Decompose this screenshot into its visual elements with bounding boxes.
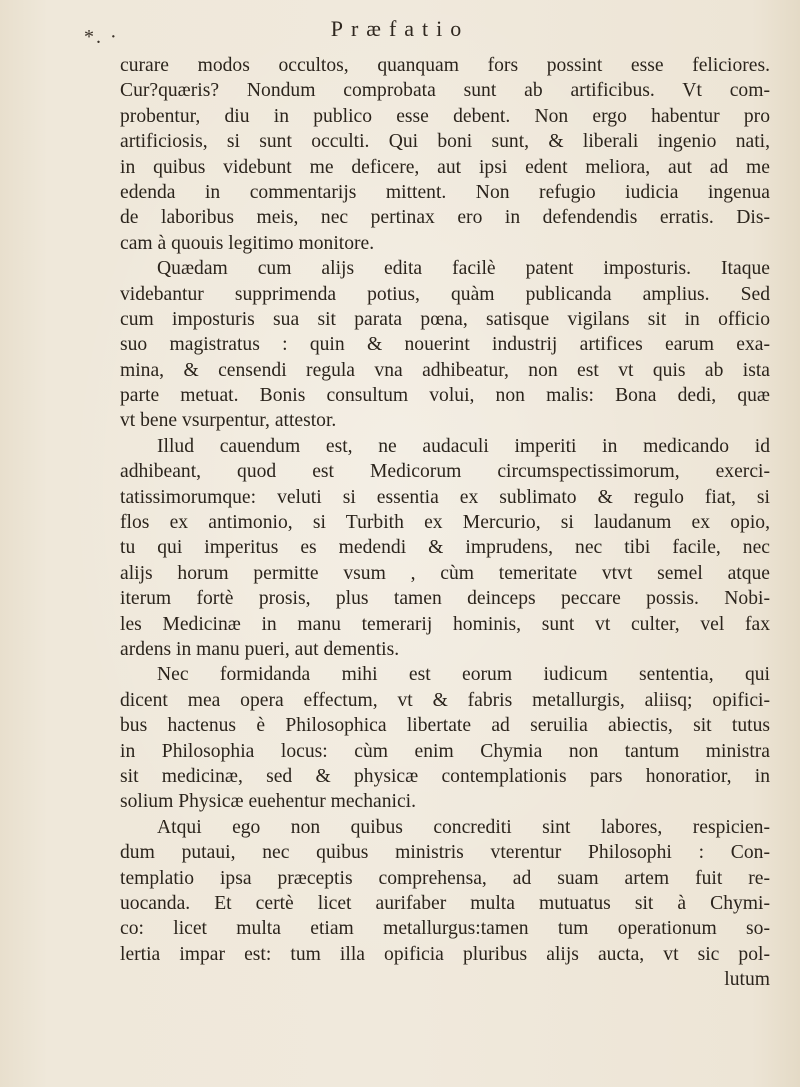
text-line: iterum fortè prosis, plus tamen deinceps peccare possis. Nobi- — [120, 588, 770, 610]
text-line: lertia impar est: tum illa opificia pluribus alijs aucta, vt sic pol- — [120, 943, 770, 965]
text-line: probentur, diu in publico esse debent. Non ergo habentur pro — [120, 105, 770, 127]
text-line: dicent mea opera effectum, vt & fabris metallurgis, aliisq; opifici- — [120, 689, 770, 711]
text-line: sit medicinæ, sed & physicæ contemplationis pars honoratior, in — [120, 765, 770, 787]
text-block — [120, 53, 770, 992]
text-line: Quædam cum alijs edita facilè patent imposturis. Itaque — [157, 258, 770, 280]
text-line: cam à quouis legitimo monitore. — [120, 232, 375, 254]
text-line: de laboribus meis, nec pertinax ero in defendendis erratis. Dis- — [120, 207, 770, 229]
text-line: solium Physicæ euehentur mechanici. — [120, 791, 417, 813]
text-line: in quibus videbunt me deficere, aut ipsi edent meliora, aut ad me — [120, 156, 770, 178]
text-line: lutum — [724, 969, 770, 991]
text-line: ardens in manu pueri, aut dementis. — [120, 638, 400, 660]
text-line: adhibeant, quod est Medicorum circumspectissimorum, exerci- — [120, 461, 770, 483]
text-line: Cur?quæris? Nondum comprobata sunt ab artificibus. Vt com- — [120, 80, 770, 102]
text-line: co: licet multa etiam metallurgus:tamen tum operationum so- — [120, 918, 770, 940]
text-line: dum putaui, nec quibus ministris vterentur Philosophi : Con- — [120, 842, 770, 864]
text-line: curare modos occultos, quanquam fors possint esse feliciores. — [120, 55, 770, 76]
text-line: tu qui imperitus es medendi & imprudens, nec tibi facile, nec — [120, 537, 770, 559]
text-line: les Medicinæ in manu temerarij hominis, sunt vt culter, vel fax — [120, 613, 770, 635]
corner-mark: *. · — [84, 26, 119, 48]
text-line: suo magistratus : quin & nouerint industrij artifices earum exa- — [120, 334, 770, 356]
text-line: vt bene vsurpentur, attestor. — [120, 410, 337, 432]
text-line: edenda in commentarijs mittent. Non refugio iudicia ingenua — [120, 181, 770, 203]
text-line: bus hactenus è Philosophica libertate ad seruilia abiectis, sit tutus — [120, 715, 770, 737]
text-line: mina, & censendi regula vna adhibeatur, non est vt quis ab ista — [120, 359, 770, 381]
text-line: templatio ipsa præceptis comprehensa, ad suam artem fuit re- — [120, 867, 770, 889]
text-line: videbantur supprimenda potius, quàm publicanda amplius. Sed — [120, 283, 770, 305]
text-line: parte metuat. Bonis consultum volui, non malis: Bona dedi, quæ — [120, 385, 770, 407]
text-line: tatissimorumque: veluti si essentia ex sublimato & regulo fiat, si — [120, 486, 770, 508]
text-line: cum imposturis sua sit parata pœna, satisque vigilans sit in officio — [120, 308, 770, 330]
text-line: Illud cauendum est, ne audaculi imperiti in medicando id — [157, 435, 770, 457]
text-line: Nec formidanda mihi est eorum iudicum sententia, qui — [157, 664, 770, 686]
text-line: alijs horum permitte vsum , cùm temeritate vtvt semel atque — [120, 562, 770, 584]
running-head: Præfatio — [330, 16, 470, 41]
text-line: in Philosophia locus: cùm enim Chymia non tantum ministra — [120, 740, 770, 762]
text-line: uocanda. Et certè licet aurifaber multa mutuatus sit à Chymi- — [120, 892, 770, 914]
text-line: flos ex antimonio, si Turbith ex Mercurio, si laudanum ex opio, — [120, 512, 770, 534]
text-line: artificiosis, si sunt occulti. Qui boni sunt, & liberali ingenio nati, — [120, 131, 770, 153]
text-line: Atqui ego non quibus concrediti sint labores, respicien- — [157, 816, 770, 838]
